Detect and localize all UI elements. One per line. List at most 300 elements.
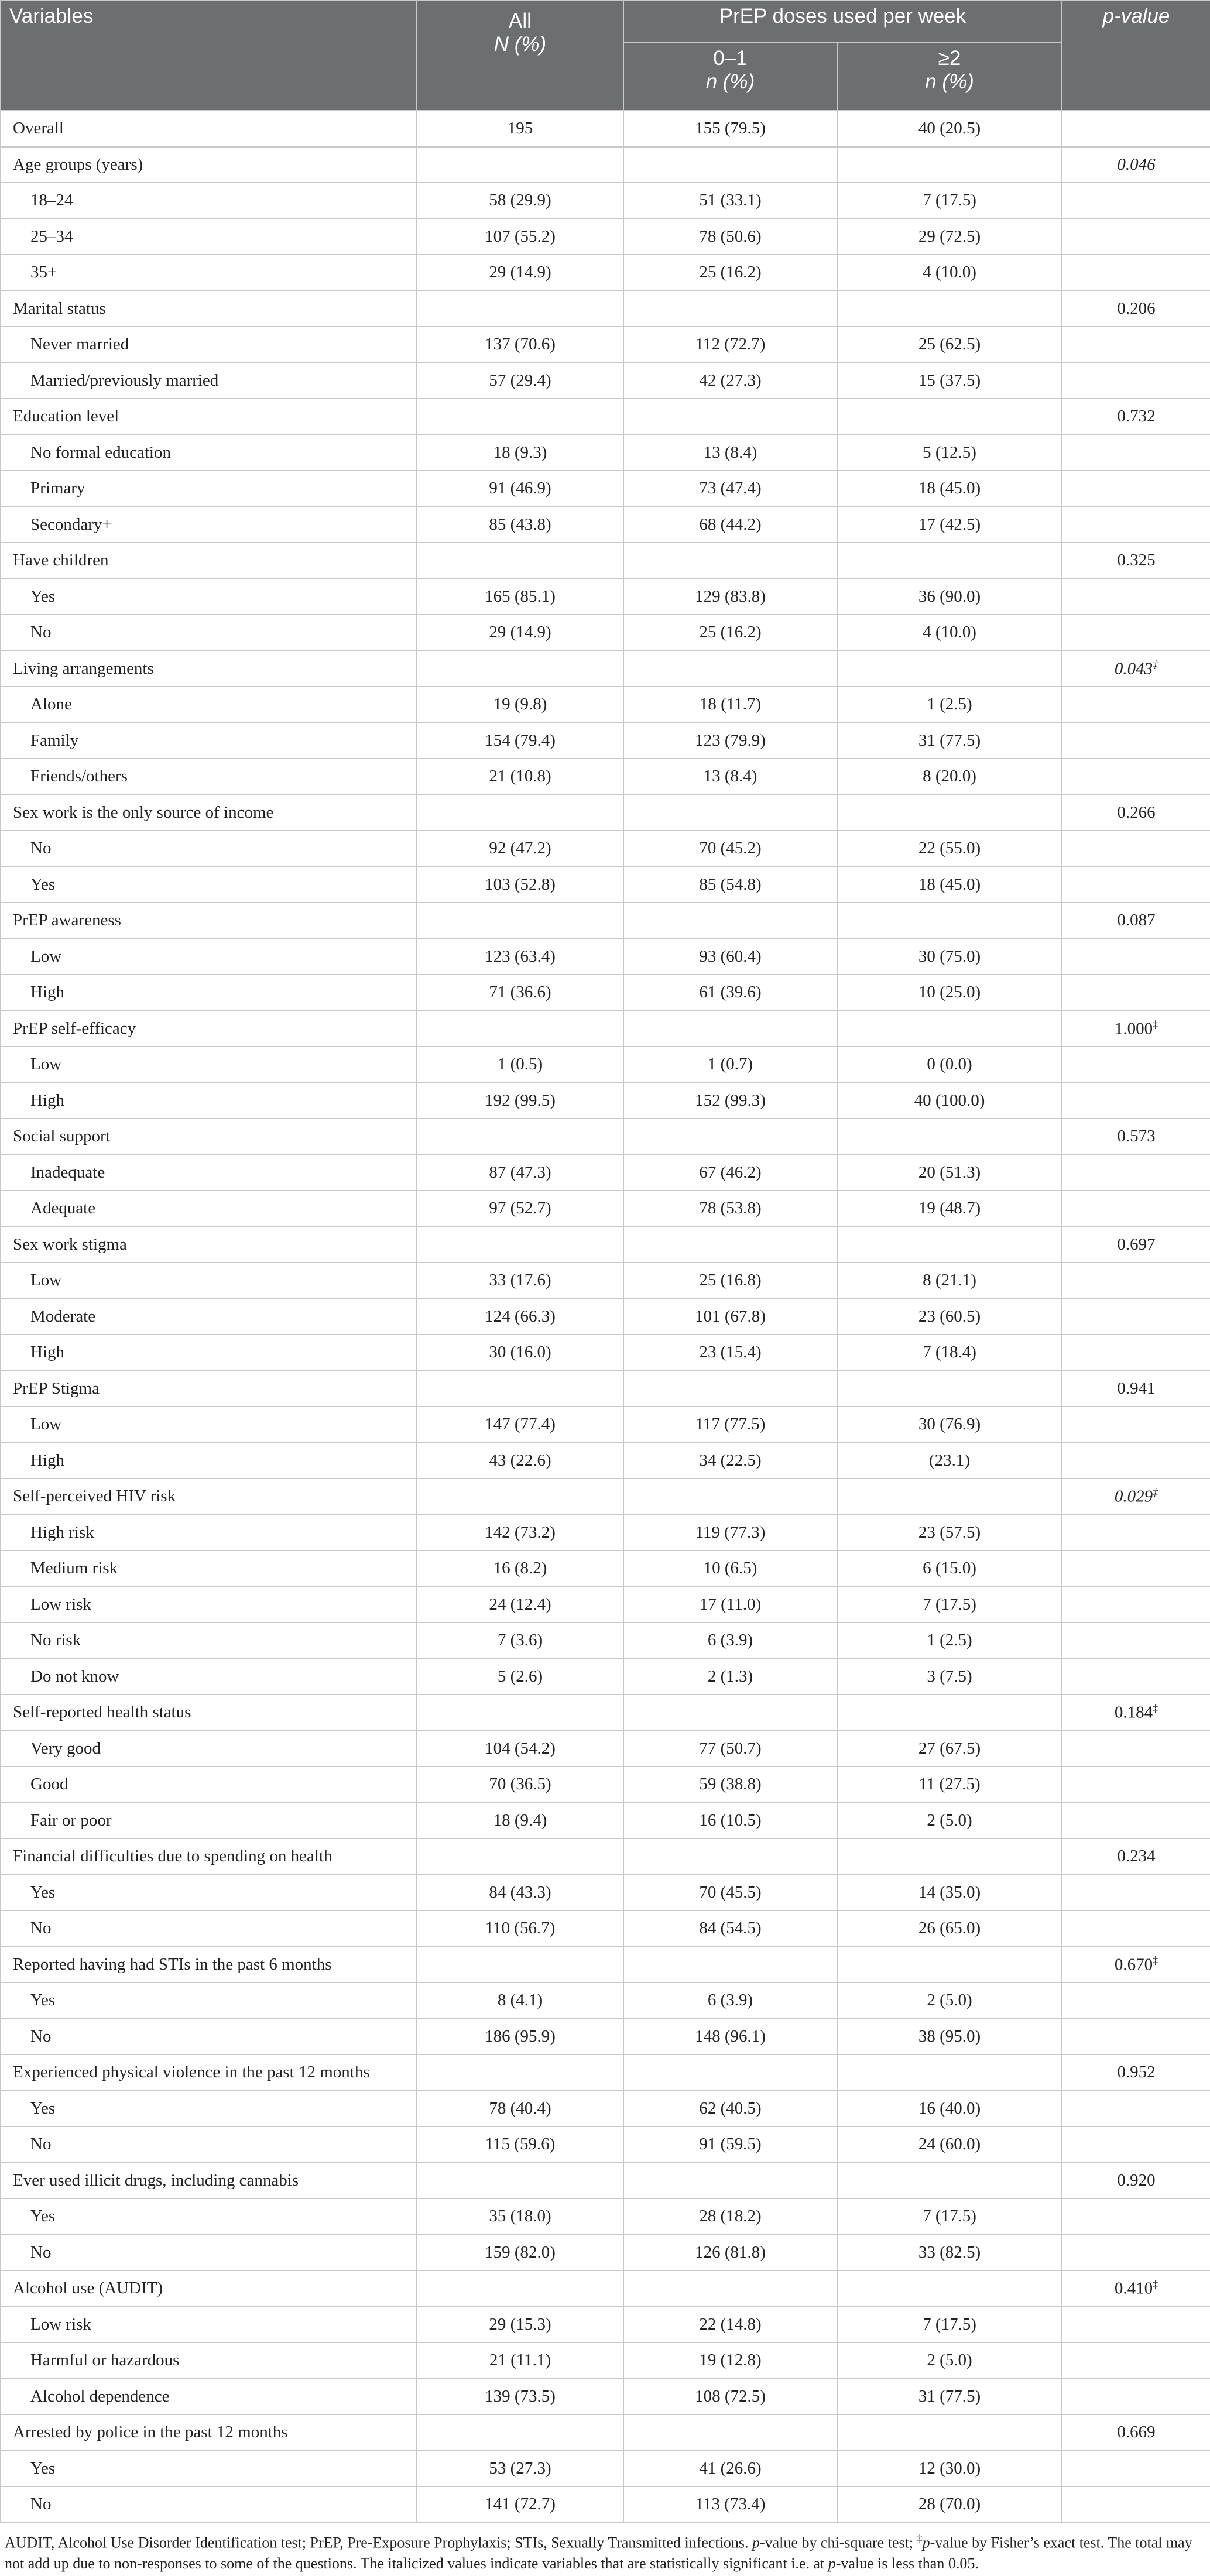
cell-pvalue [1062,147,1210,183]
cell-variable-text: 35+ [30,263,57,282]
cell-pvalue-text: 0.206 [1117,299,1156,318]
cell-doses-2plus-text: 2 (5.0) [927,1810,972,1830]
cell-all [417,1875,623,1911]
cell-doses-2plus-text: 22 (55.0) [918,839,981,858]
cell-variable-text: Low [30,1415,62,1434]
table-header [1,1,1210,111]
cell-all-text: 139 (73.5) [485,2386,556,2406]
cell-all-text: 115 (59.6) [485,2135,556,2154]
cell-doses-2plus [837,291,1062,327]
table-section-row [1,2054,1210,2091]
cell-doses-2plus-text: 7 (17.5) [923,2314,976,2334]
cell-doses-0-1 [623,2019,837,2055]
cell-all [417,2342,623,2379]
cell-pvalue [1062,2091,1210,2127]
cell-pvalue [1062,1371,1210,1407]
cell-doses-0-1 [623,687,837,723]
cell-variable [1,1227,417,1263]
cell-doses-2plus-text: 14 (35.0) [918,1882,981,1902]
footnote-text-3: -value by Fisher’s exact test. The total may not add up due to non-responses to some of the questions. The italicized values indicate variables that are statistically significant i.e. at [5,2534,1192,2572]
cell-doses-0-1-text: 19 (12.8) [699,2351,762,2370]
cell-doses-2plus-text: 40 (20.5) [918,119,981,138]
cell-doses-0-1-text: 84 (54.5) [699,1919,762,1938]
cell-doses-0-1 [623,1299,837,1335]
cell-variable [1,1083,417,1119]
cell-doses-2plus [837,1299,1062,1335]
table-row [1,255,1210,291]
cell-all-text: 91 (46.9) [489,479,551,498]
cell-all-text: 43 (22.6) [489,1450,551,1470]
cell-all [417,1371,623,1407]
cell-all [417,795,623,831]
cell-variable [1,2163,417,2199]
cell-doses-2plus-text: 4 (10.0) [923,623,976,642]
cell-all [417,435,623,471]
cell-doses-2plus [837,1767,1062,1803]
table-row [1,327,1210,363]
cell-pvalue [1062,1838,1210,1875]
cell-doses-2plus [837,1910,1062,1947]
table-row [1,1659,1210,1695]
cell-doses-2plus [837,651,1062,687]
cell-all [417,1299,623,1335]
cell-pvalue [1062,2235,1210,2271]
cell-doses-0-1 [623,1047,837,1083]
cell-pvalue [1062,327,1210,363]
cell-doses-2plus-text: 18 (45.0) [918,479,981,498]
cell-doses-2plus-text: 30 (75.0) [918,946,981,966]
cell-variable [1,2307,417,2343]
cell-all-text: 192 (99.5) [485,1090,556,1110]
cell-doses-2plus [837,615,1062,651]
cell-pvalue [1062,2019,1210,2055]
cell-all [417,831,623,867]
cell-pvalue-text: 0.043 [1114,659,1153,678]
cell-all [417,1083,623,1119]
table-section-row [1,795,1210,831]
cell-pvalue [1062,2270,1210,2307]
cell-doses-0-1-text: 68 (44.2) [699,514,762,534]
cell-doses-2plus [837,2163,1062,2199]
cell-pvalue [1062,1731,1210,1767]
cell-variable-text: 25–34 [30,227,73,246]
cell-all [417,1587,623,1623]
cell-variable [1,1838,417,1875]
cell-all [417,1803,623,1839]
cell-all-text: 78 (40.4) [489,2098,551,2118]
cell-variable [1,1731,417,1767]
table-footnote [0,2523,1210,2575]
cell-doses-2plus [837,2126,1062,2163]
cell-doses-2plus [837,1803,1062,1839]
cell-variable-text: Yes [30,586,56,606]
cell-pvalue [1062,2486,1210,2523]
cell-variable-text: Yes [30,1882,56,1902]
header-group-2plus [837,43,1062,111]
cell-variable [1,1047,417,1083]
cell-all [417,471,623,507]
cell-variable-text: Sex work is the only source of income [13,802,274,822]
cell-doses-0-1-text: 18 (11.7) [699,695,762,714]
table-row [1,2198,1210,2235]
cell-pvalue [1062,939,1210,975]
cell-doses-0-1-text: 78 (50.6) [699,227,762,246]
cell-doses-0-1 [623,435,837,471]
cell-doses-0-1-text: 6 (3.9) [707,1991,753,2010]
cell-variable-text: Married/previously married [30,371,219,390]
cell-variable-text: Harmful or hazardous [30,2351,180,2370]
cell-pvalue [1062,399,1210,435]
cell-doses-2plus-text: 0 (0.0) [927,1055,972,1074]
cell-all [417,759,623,795]
cell-all-text: 147 (77.4) [485,1415,556,1434]
cell-doses-0-1 [623,2451,837,2487]
table-section-row [1,2414,1210,2451]
cell-doses-2plus [837,2235,1062,2271]
cell-pvalue [1062,1587,1210,1623]
cell-doses-0-1-text: 155 (79.5) [695,119,766,138]
cell-all-text: 5 (2.6) [497,1666,543,1686]
cell-variable [1,1551,417,1587]
fisher-mark: ‡ [1153,1486,1158,1498]
cell-variable [1,651,417,687]
cell-variable-text: Yes [30,1991,56,2010]
table-row [1,1767,1210,1803]
cell-doses-0-1-text: 77 (50.7) [699,1738,762,1758]
cell-all-text: 30 (16.0) [489,1343,551,1362]
cell-doses-0-1-text: 34 (22.5) [699,1450,762,1470]
cell-variable [1,435,417,471]
cell-doses-0-1-text: 129 (83.8) [695,586,766,606]
cell-all-text: 7 (3.6) [497,1631,543,1650]
cell-pvalue-text: 0.670 [1114,1955,1153,1974]
table-row [1,867,1210,903]
cell-variable [1,471,417,507]
footnote-p-3: p [828,2555,836,2572]
cell-pvalue [1062,615,1210,651]
cell-pvalue [1062,255,1210,291]
table-row [1,183,1210,219]
cell-all [417,1119,623,1155]
cell-all [417,2414,623,2451]
cell-doses-2plus [837,1371,1062,1407]
table-row [1,687,1210,723]
cell-doses-2plus-text: 12 (30.0) [918,2458,981,2478]
cell-doses-0-1 [623,1551,837,1587]
cell-doses-0-1 [623,2486,837,2523]
cell-pvalue [1062,1443,1210,1479]
cell-doses-2plus [837,1479,1062,1515]
cell-doses-2plus [837,399,1062,435]
cell-variable-text: Financial difficulties due to spending on health [13,1847,333,1866]
cell-doses-0-1 [623,2379,837,2415]
cell-variable [1,291,417,327]
cell-doses-2plus [837,1119,1062,1155]
cell-doses-0-1-text: 93 (60.4) [699,946,762,966]
cell-all-text: 18 (9.4) [493,1810,547,1830]
cell-doses-0-1-text: 59 (38.8) [699,1775,762,1794]
cell-variable-text: Marital status [13,299,106,318]
cell-doses-0-1-text: 42 (27.3) [699,371,762,390]
cell-doses-2plus [837,327,1062,363]
cell-doses-0-1 [623,1731,837,1767]
cell-all-text: 84 (43.3) [489,1882,551,1902]
cell-variable [1,1263,417,1299]
cell-pvalue-text: 0.941 [1117,1378,1156,1398]
cell-pvalue [1062,867,1210,903]
cell-doses-2plus [837,507,1062,543]
cell-doses-2plus [837,1947,1062,1983]
cell-doses-0-1-text: 13 (8.4) [703,767,757,786]
cell-all-text: 103 (52.8) [485,874,556,894]
cell-all-text: 18 (9.3) [493,443,547,462]
table-row [1,2307,1210,2343]
cell-all-text: 71 (36.6) [489,983,551,1002]
cell-doses-0-1-text: 28 (18.2) [699,2207,762,2226]
cell-pvalue [1062,2342,1210,2379]
cell-doses-0-1-text: 70 (45.2) [699,839,762,858]
header-all-n: N (%) [493,33,547,56]
cell-doses-0-1-text: 73 (47.4) [699,479,762,498]
table-body [1,111,1210,2523]
cell-pvalue [1062,1011,1210,1047]
cell-pvalue [1062,975,1210,1011]
table-section-row [1,2163,1210,2199]
cell-doses-0-1 [623,2126,837,2163]
cell-variable-text: Age groups (years) [13,155,143,174]
fisher-mark: ‡ [1153,1954,1158,1966]
cell-doses-2plus [837,759,1062,795]
cell-variable [1,1910,417,1947]
table-row [1,1407,1210,1443]
cell-all-text: 35 (18.0) [489,2207,551,2226]
cell-all-text: 53 (27.3) [489,2458,551,2478]
table-row [1,2342,1210,2379]
table-row [1,435,1210,471]
cell-pvalue-text: 0.920 [1117,2170,1156,2190]
cell-doses-2plus [837,723,1062,759]
cell-pvalue [1062,759,1210,795]
cell-doses-0-1 [623,2342,837,2379]
cell-all [417,1767,623,1803]
cell-all-text: 165 (85.1) [485,586,556,606]
cell-doses-0-1 [623,543,837,579]
cell-variable-text: Alcohol dependence [30,2386,170,2406]
cell-pvalue [1062,471,1210,507]
cell-pvalue [1062,1695,1210,1731]
table-row [1,2091,1210,2127]
footnote-text-2: -value by chi-square test; [759,2534,917,2551]
cell-all [417,1155,623,1191]
table-section-row [1,2270,1210,2307]
cell-doses-2plus [837,183,1062,219]
cell-doses-0-1 [623,1227,837,1263]
cell-doses-0-1 [623,1479,837,1515]
cell-pvalue [1062,1479,1210,1515]
cell-doses-2plus [837,975,1062,1011]
cell-variable [1,2451,417,2487]
fisher-mark: ‡ [1153,1702,1158,1714]
fisher-mark: ‡ [1153,1018,1158,1030]
cell-doses-0-1-text: 70 (45.5) [699,1882,762,1902]
table-row [1,1803,1210,1839]
table-row [1,723,1210,759]
cell-doses-2plus [837,1515,1062,1551]
cell-doses-2plus [837,2091,1062,2127]
cell-all [417,1910,623,1947]
cell-doses-0-1-text: 91 (59.5) [699,2135,762,2154]
cell-pvalue [1062,1515,1210,1551]
cell-variable-text: No [30,1919,52,1938]
cell-doses-2plus [837,2451,1062,2487]
header-p-letter: p-value [1102,5,1170,28]
cell-variable-text: Do not know [30,1666,119,1686]
cell-doses-2plus [837,219,1062,255]
cell-doses-2plus-text: 18 (45.0) [918,874,981,894]
cell-doses-0-1 [623,1443,837,1479]
cell-doses-0-1 [623,507,837,543]
cell-doses-0-1 [623,327,837,363]
footnote-p-1: p [752,2534,760,2551]
cell-variable [1,1407,417,1443]
header-doses-group: PrEP doses used per week [623,1,1062,43]
cell-doses-2plus [837,1335,1062,1371]
cell-pvalue [1062,1227,1210,1263]
cell-all [417,255,623,291]
cell-all [417,1407,623,1443]
cell-all [417,2126,623,2163]
cell-variable-text: High [30,983,64,1002]
table-row [1,615,1210,651]
cell-doses-2plus [837,1191,1062,1227]
cell-all [417,1011,623,1047]
cell-variable [1,2342,417,2379]
cell-pvalue [1062,363,1210,399]
cell-doses-0-1 [623,1407,837,1443]
cell-doses-0-1 [623,2235,837,2271]
cell-variable-text: Experienced physical violence in the past 12 months [13,2063,370,2082]
cell-variable-text: Sex work stigma [13,1234,127,1254]
table-row [1,471,1210,507]
cell-variable-text: Alcohol use (AUDIT) [13,2279,163,2298]
cell-variable-text: No [30,2242,52,2262]
cell-variable-text: Yes [30,874,56,894]
cell-variable [1,2235,417,2271]
cell-variable [1,2198,417,2235]
cell-all-text: 19 (9.8) [493,695,547,714]
cell-doses-0-1-text: 1 (0.7) [707,1055,753,1074]
table-section-row [1,1371,1210,1407]
table-section-row [1,111,1210,147]
cell-variable-text: Education level [13,407,119,426]
cell-doses-0-1 [623,255,837,291]
header-group2-n: n (%) [925,70,974,93]
header-group-0-1 [623,43,837,111]
cell-doses-0-1 [623,651,837,687]
cell-all-text: 29 (15.3) [489,2314,551,2334]
cell-variable-text: Low risk [30,2314,91,2334]
header-all [417,1,623,111]
cell-doses-0-1 [623,2091,837,2127]
cell-doses-2plus-text: 15 (37.5) [918,371,981,390]
cell-variable [1,759,417,795]
table-row [1,1047,1210,1083]
cell-variable [1,2379,417,2415]
cell-variable [1,1443,417,1479]
header-group1-n: n (%) [705,70,755,93]
cell-pvalue [1062,1047,1210,1083]
cell-pvalue-text: 0.669 [1117,2423,1156,2442]
table-row [1,1335,1210,1371]
cell-doses-0-1-text: 16 (10.5) [699,1810,762,1830]
table-row [1,1551,1210,1587]
cell-all [417,1263,623,1299]
cell-doses-0-1-text: 10 (6.5) [703,1559,757,1578]
table-row [1,2451,1210,2487]
table-section-row [1,1011,1210,1047]
cell-doses-2plus [837,1047,1062,1083]
cell-all [417,1335,623,1371]
cell-variable-text: Inadequate [30,1162,105,1182]
cell-doses-2plus-text: 38 (95.0) [918,2026,981,2046]
cell-variable-text: Adequate [30,1199,96,1218]
cell-pvalue [1062,2126,1210,2163]
cell-doses-2plus-text: 27 (67.5) [918,1738,981,1758]
cell-pvalue [1062,1803,1210,1839]
cell-doses-2plus-text: 30 (76.9) [918,1415,981,1434]
cell-pvalue [1062,2054,1210,2091]
cell-variable-text: Arrested by police in the past 12 months [13,2423,288,2442]
footnote-text-1: AUDIT, Alcohol Use Disorder Identification test; PrEP, Pre-Exposure Prophylaxis; STIs, Sexually Transmitted infections. [5,2534,752,2551]
cell-doses-0-1-text: 152 (99.3) [695,1090,766,1110]
cell-doses-2plus [837,1407,1062,1443]
cell-doses-2plus-text: 23 (60.5) [918,1306,981,1326]
table-row [1,1623,1210,1659]
cell-all [417,1551,623,1587]
cell-pvalue [1062,1335,1210,1371]
cell-all-text: 104 (54.2) [485,1738,556,1758]
cell-pvalue [1062,1119,1210,1155]
cell-pvalue-text: 0.952 [1117,2063,1156,2082]
cell-all-text: 107 (55.2) [485,227,556,246]
cell-doses-0-1 [623,1695,837,1731]
cell-doses-2plus-text: 8 (21.1) [923,1271,976,1290]
cell-doses-0-1 [623,939,837,975]
cell-doses-2plus [837,867,1062,903]
cell-all [417,1731,623,1767]
cell-all [417,867,623,903]
cell-variable [1,795,417,831]
cell-variable-text: Good [30,1775,68,1794]
cell-all-text: 33 (17.6) [489,1271,551,1290]
cell-doses-2plus [837,1587,1062,1623]
cell-variable-text: Fair or poor [30,1810,112,1830]
cell-variable-text: Moderate [30,1306,96,1326]
cell-doses-0-1-text: 117 (77.5) [695,1415,766,1434]
cell-doses-2plus-text: 6 (15.0) [923,1559,976,1578]
cell-variable-text: Low [30,1271,62,1290]
table-section-row [1,1947,1210,1983]
cell-variable-text: No [30,2495,52,2514]
cell-variable [1,723,417,759]
fisher-mark: ‡ [1153,658,1158,670]
cell-doses-0-1 [623,615,837,651]
cell-doses-0-1 [623,831,837,867]
cell-pvalue [1062,579,1210,615]
cell-doses-2plus-text: 28 (70.0) [918,2495,981,2514]
cell-variable [1,363,417,399]
cell-all [417,2054,623,2091]
